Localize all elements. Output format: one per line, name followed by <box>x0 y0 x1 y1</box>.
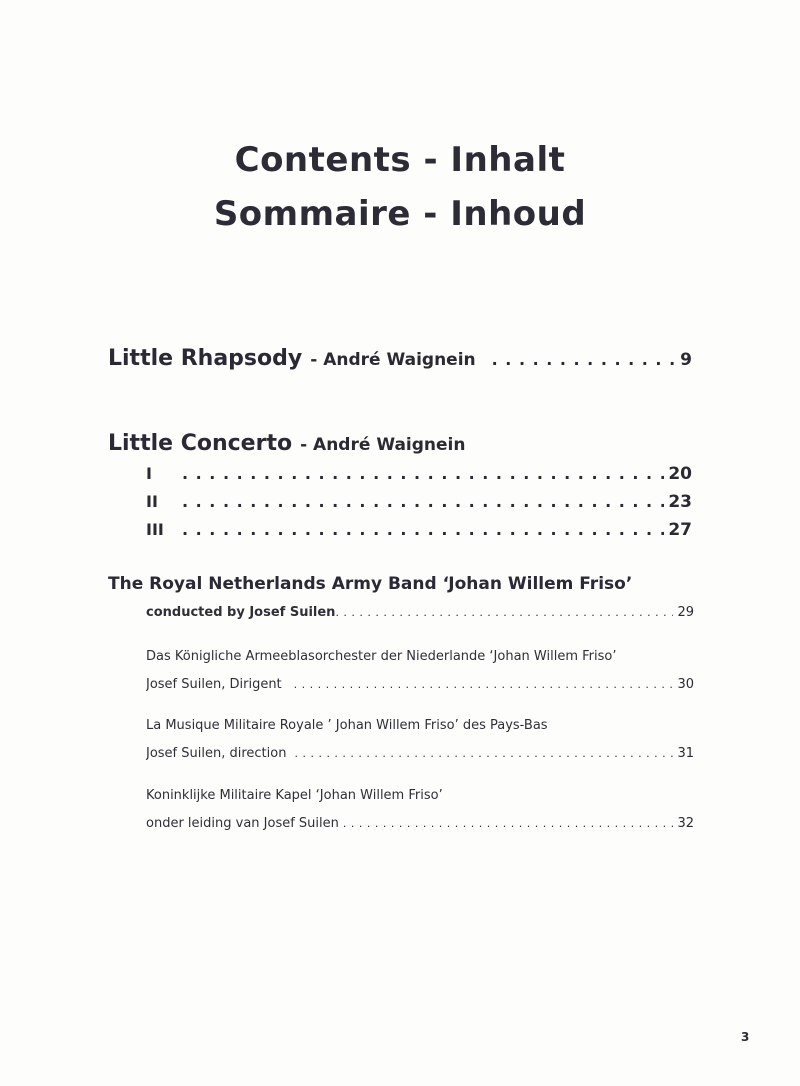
german-conductor: Josef Suilen, Dirigent <box>146 677 282 692</box>
dot-leader <box>294 678 674 691</box>
toc-entry-little-concerto <box>108 431 692 456</box>
dot-leader <box>182 464 664 483</box>
dot-leader <box>492 350 677 369</box>
dot-leader <box>294 747 673 760</box>
movement-page-number: 27 <box>668 520 692 540</box>
conducted-page-number: 29 <box>677 605 694 620</box>
entry-title: Little Concerto <box>108 431 293 456</box>
dot-leader <box>343 817 674 830</box>
entry-composer: - André Waignein <box>310 350 476 370</box>
movement-label: II <box>146 492 158 511</box>
conducted-label: conducted by Josef Suilen <box>146 605 336 620</box>
entry-composer: - André Waignein <box>300 435 466 455</box>
toc-entry-dutch-line-1 <box>146 788 706 803</box>
toc-entry-dutch[interactable] <box>146 816 694 831</box>
dutch-conductor: onder leiding van Josef Suilen <box>146 816 339 831</box>
german-title: Das Königliche Armeeblasorchester der Niederlande ‘Johan Willem Friso’ <box>146 649 617 664</box>
toc-movement-1[interactable] <box>146 464 692 484</box>
folio-page-number: 3 <box>741 1030 750 1044</box>
french-title: La Musique Militaire Royale ’ Johan Willem Friso’ des Pays-Bas <box>146 718 548 733</box>
toc-entry-german-line-1 <box>146 649 706 664</box>
movement-page-number: 20 <box>668 464 692 484</box>
band-title: The Royal Netherlands Army Band ‘Johan Willem Friso’ <box>108 574 633 594</box>
entry-title: Little Rhapsody <box>108 346 303 371</box>
dutch-title: Koninklijke Militaire Kapel ‘Johan Willem Friso’ <box>146 788 443 803</box>
toc-entry-german[interactable] <box>146 677 694 692</box>
toc-entry-french-line-1 <box>146 718 706 733</box>
french-conductor: Josef Suilen, direction <box>146 746 287 761</box>
movement-label: I <box>146 464 152 483</box>
page-title-line-2: Sommaire - Inhoud <box>213 194 587 234</box>
toc-movement-2[interactable] <box>146 492 692 512</box>
movement-label: III <box>146 520 164 539</box>
toc-entry-band-heading <box>108 574 708 594</box>
dutch-page-number: 32 <box>677 816 694 831</box>
dot-leader <box>335 606 673 619</box>
toc-entry-french[interactable] <box>146 746 694 761</box>
dot-leader <box>182 520 664 539</box>
toc-entry-little-rhapsody[interactable] <box>108 346 692 371</box>
dot-leader <box>182 492 664 511</box>
entry-page-number: 9 <box>680 350 692 370</box>
page-title-line-1: Contents - Inhalt <box>234 140 566 180</box>
toc-movement-3[interactable] <box>146 520 692 540</box>
toc-entry-conducted[interactable] <box>146 605 694 620</box>
movement-page-number: 23 <box>668 492 692 512</box>
french-page-number: 31 <box>677 746 694 761</box>
german-page-number: 30 <box>677 677 694 692</box>
